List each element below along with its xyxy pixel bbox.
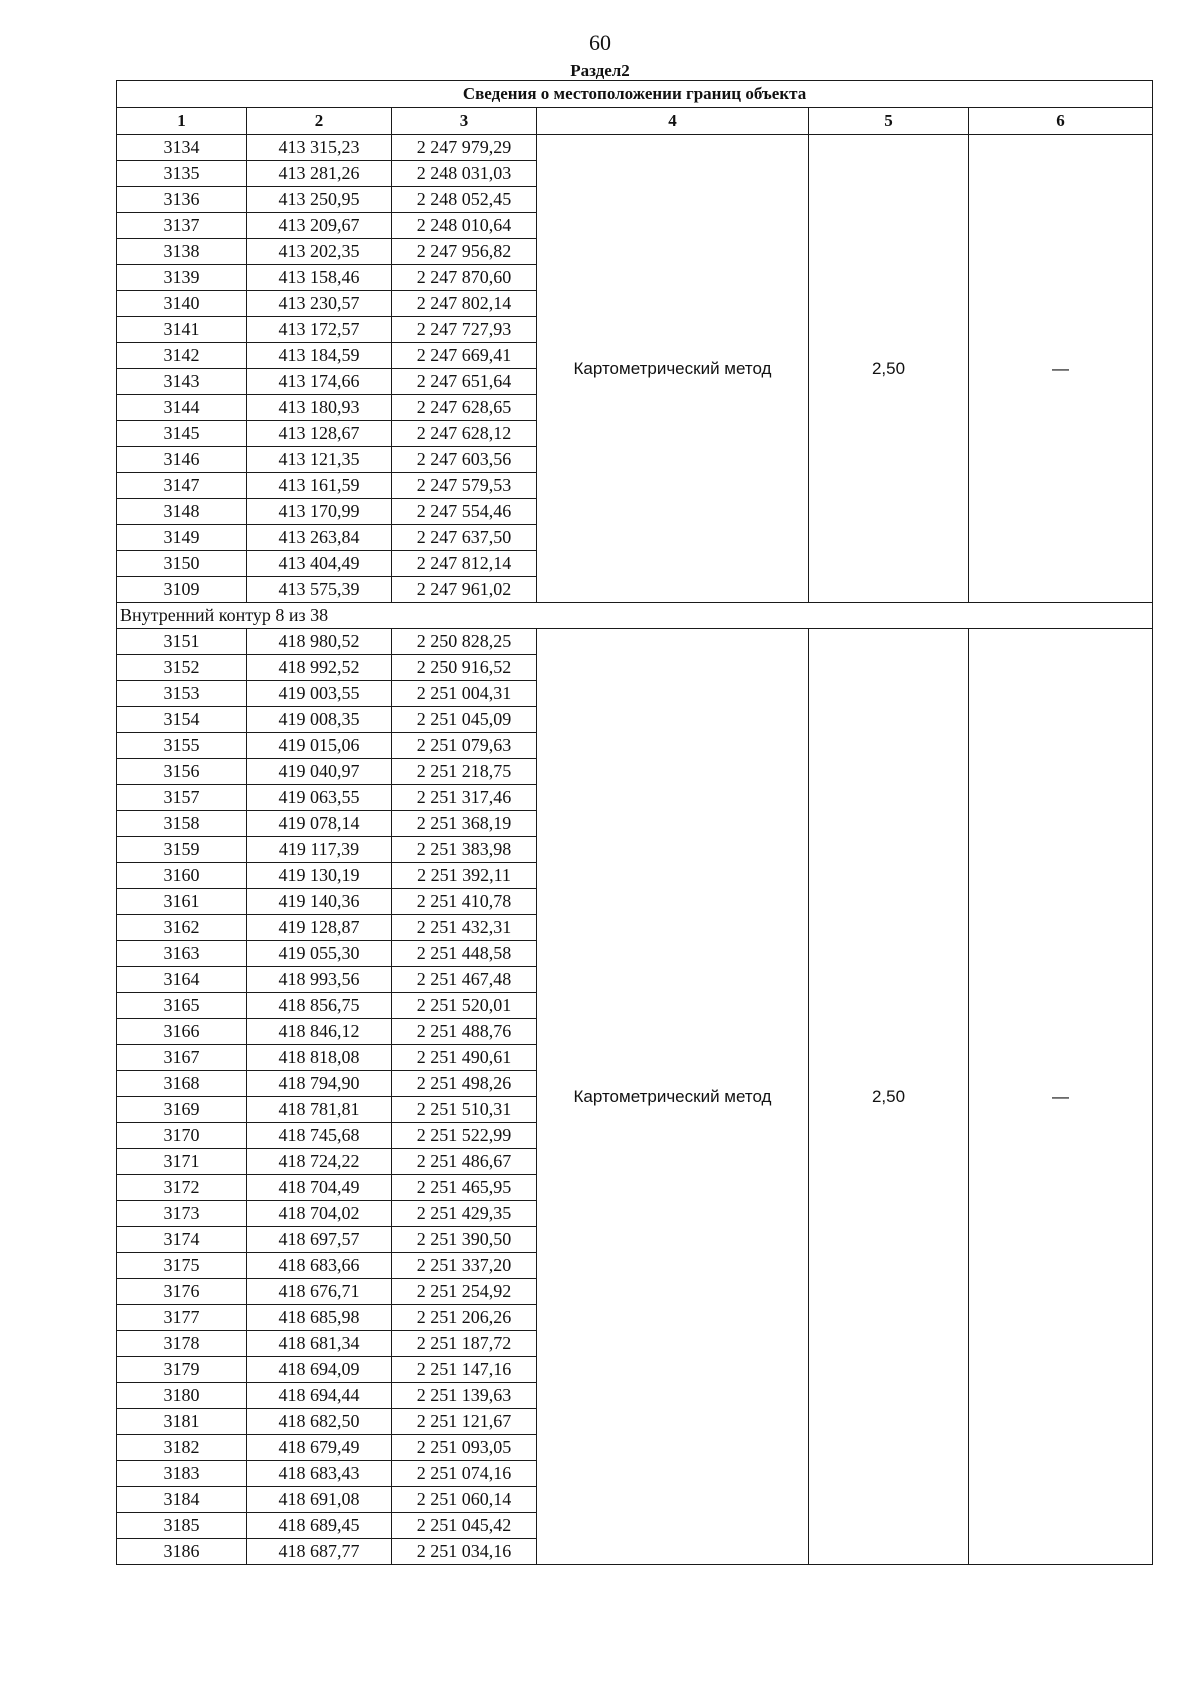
point-number-cell: 3136 [117,187,247,213]
point-number-cell: 3175 [117,1253,247,1279]
y-coordinate-cell: 2 251 510,31 [392,1097,537,1123]
x-coordinate-cell: 418 846,12 [247,1019,392,1045]
point-number-cell: 3146 [117,447,247,473]
x-coordinate-cell: 419 040,97 [247,759,392,785]
y-coordinate-cell: 2 247 812,14 [392,551,537,577]
y-coordinate-cell: 2 251 490,61 [392,1045,537,1071]
table-row [117,629,1153,655]
y-coordinate-cell: 2 251 206,26 [392,1305,537,1331]
point-number-cell: 3150 [117,551,247,577]
x-coordinate-cell: 418 724,22 [247,1149,392,1175]
y-coordinate-cell: 2 251 045,09 [392,707,537,733]
point-number-cell: 3134 [117,135,247,161]
x-coordinate-cell: 419 128,87 [247,915,392,941]
page-number: 60 [589,30,611,55]
y-coordinate-cell: 2 251 317,46 [392,785,537,811]
y-coordinate-cell: 2 251 079,63 [392,733,537,759]
y-coordinate-cell: 2 251 465,95 [392,1175,537,1201]
y-coordinate-cell: 2 247 651,64 [392,369,537,395]
point-number-cell: 3170 [117,1123,247,1149]
y-coordinate-cell: 2 248 010,64 [392,213,537,239]
x-coordinate-cell: 418 704,49 [247,1175,392,1201]
point-number-cell: 3178 [117,1331,247,1357]
y-coordinate-cell: 2 247 637,50 [392,525,537,551]
x-coordinate-cell: 413 180,93 [247,395,392,421]
point-number-cell: 3140 [117,291,247,317]
y-coordinate-cell: 2 251 045,42 [392,1513,537,1539]
point-number-cell: 3179 [117,1357,247,1383]
point-number-cell: 3143 [117,369,247,395]
y-coordinate-cell: 2 251 429,35 [392,1201,537,1227]
x-coordinate-cell: 419 015,06 [247,733,392,759]
x-coordinate-cell: 418 993,56 [247,967,392,993]
point-number-cell: 3109 [117,577,247,603]
y-coordinate-cell: 2 251 383,98 [392,837,537,863]
point-number-cell: 3157 [117,785,247,811]
y-coordinate-cell: 2 248 031,03 [392,161,537,187]
table-body [117,135,1153,1565]
y-coordinate-cell: 2 251 390,50 [392,1227,537,1253]
y-coordinate-cell: 2 251 520,01 [392,993,537,1019]
point-number-cell: 3185 [117,1513,247,1539]
point-number-cell: 3173 [117,1201,247,1227]
y-coordinate-cell: 2 251 368,19 [392,811,537,837]
y-coordinate-cell: 2 251 218,75 [392,759,537,785]
x-coordinate-cell: 418 689,45 [247,1513,392,1539]
y-coordinate-cell: 2 251 522,99 [392,1123,537,1149]
x-coordinate-cell: 419 117,39 [247,837,392,863]
point-number-cell: 3172 [117,1175,247,1201]
y-coordinate-cell: 2 247 603,56 [392,447,537,473]
contour-row [117,603,1153,629]
x-coordinate-cell: 413 172,57 [247,317,392,343]
contour-label: Внутренний контур 8 из 38 [117,603,1153,629]
table-title-row [117,81,1153,108]
x-coordinate-cell: 418 683,66 [247,1253,392,1279]
y-coordinate-cell: 2 251 498,26 [392,1071,537,1097]
point-number-cell: 3180 [117,1383,247,1409]
y-coordinate-cell: 2 247 579,53 [392,473,537,499]
x-coordinate-cell: 413 281,26 [247,161,392,187]
y-coordinate-cell: 2 247 628,12 [392,421,537,447]
point-number-cell: 3138 [117,239,247,265]
point-number-cell: 3156 [117,759,247,785]
x-coordinate-cell: 419 130,19 [247,863,392,889]
column-number: 2 [247,108,392,135]
point-number-cell: 3152 [117,655,247,681]
x-coordinate-cell: 413 202,35 [247,239,392,265]
point-number-cell: 3181 [117,1409,247,1435]
point-number-cell: 3163 [117,941,247,967]
column-number: 1 [117,108,247,135]
y-coordinate-cell: 2 248 052,45 [392,187,537,213]
y-coordinate-cell: 2 247 727,93 [392,317,537,343]
column-number: 4 [537,108,809,135]
point-number-cell: 3139 [117,265,247,291]
x-coordinate-cell: 418 691,08 [247,1487,392,1513]
x-coordinate-cell: 418 694,09 [247,1357,392,1383]
point-number-cell: 3149 [117,525,247,551]
x-coordinate-cell: 419 063,55 [247,785,392,811]
y-coordinate-cell: 2 251 254,92 [392,1279,537,1305]
point-number-cell: 3165 [117,993,247,1019]
x-coordinate-cell: 418 687,77 [247,1539,392,1565]
point-number-cell: 3154 [117,707,247,733]
x-coordinate-cell: 418 685,98 [247,1305,392,1331]
column-number-row [117,108,1153,135]
x-coordinate-cell: 413 315,23 [247,135,392,161]
x-coordinate-cell: 419 078,14 [247,811,392,837]
x-coordinate-cell: 413 158,46 [247,265,392,291]
point-number-cell: 3177 [117,1305,247,1331]
x-coordinate-cell: 418 856,75 [247,993,392,1019]
point-number-cell: 3155 [117,733,247,759]
section-heading: Раздел2 [570,61,630,80]
y-coordinate-cell: 2 251 488,76 [392,1019,537,1045]
table-title: Сведения о местоположении границ объекта [117,81,1153,108]
point-number-cell: 3184 [117,1487,247,1513]
point-number-cell: 3176 [117,1279,247,1305]
x-coordinate-cell: 419 140,36 [247,889,392,915]
x-coordinate-cell: 413 230,57 [247,291,392,317]
y-coordinate-cell: 2 251 121,67 [392,1409,537,1435]
point-number-cell: 3186 [117,1539,247,1565]
y-coordinate-cell: 2 251 467,48 [392,967,537,993]
x-coordinate-cell: 418 681,34 [247,1331,392,1357]
y-coordinate-cell: 2 251 093,05 [392,1435,537,1461]
note-cell: — [969,135,1153,603]
y-coordinate-cell: 2 247 669,41 [392,343,537,369]
y-coordinate-cell: 2 251 187,72 [392,1331,537,1357]
x-coordinate-cell: 418 683,43 [247,1461,392,1487]
table-row [117,135,1153,161]
point-number-cell: 3169 [117,1097,247,1123]
y-coordinate-cell: 2 250 916,52 [392,655,537,681]
point-number-cell: 3162 [117,915,247,941]
point-number-cell: 3142 [117,343,247,369]
method-cell: Картометрический метод [537,629,809,1565]
y-coordinate-cell: 2 251 147,16 [392,1357,537,1383]
x-coordinate-cell: 413 161,59 [247,473,392,499]
x-coordinate-cell: 413 121,35 [247,447,392,473]
accuracy-cell: 2,50 [809,629,969,1565]
x-coordinate-cell: 413 209,67 [247,213,392,239]
x-coordinate-cell: 413 250,95 [247,187,392,213]
y-coordinate-cell: 2 251 410,78 [392,889,537,915]
point-number-cell: 3171 [117,1149,247,1175]
point-number-cell: 3141 [117,317,247,343]
y-coordinate-cell: 2 251 004,31 [392,681,537,707]
x-coordinate-cell: 418 704,02 [247,1201,392,1227]
x-coordinate-cell: 418 745,68 [247,1123,392,1149]
x-coordinate-cell: 418 682,50 [247,1409,392,1435]
column-number: 3 [392,108,537,135]
point-number-cell: 3144 [117,395,247,421]
x-coordinate-cell: 413 575,39 [247,577,392,603]
point-number-cell: 3147 [117,473,247,499]
point-number-cell: 3145 [117,421,247,447]
x-coordinate-cell: 413 128,67 [247,421,392,447]
x-coordinate-cell: 418 781,81 [247,1097,392,1123]
y-coordinate-cell: 2 247 870,60 [392,265,537,291]
y-coordinate-cell: 2 251 337,20 [392,1253,537,1279]
x-coordinate-cell: 413 170,99 [247,499,392,525]
y-coordinate-cell: 2 251 060,14 [392,1487,537,1513]
y-coordinate-cell: 2 247 961,02 [392,577,537,603]
y-coordinate-cell: 2 251 392,11 [392,863,537,889]
point-number-cell: 3167 [117,1045,247,1071]
y-coordinate-cell: 2 247 554,46 [392,499,537,525]
accuracy-cell: 2,50 [809,135,969,603]
point-number-cell: 3137 [117,213,247,239]
method-cell: Картометрический метод [537,135,809,603]
point-number-cell: 3151 [117,629,247,655]
x-coordinate-cell: 418 697,57 [247,1227,392,1253]
y-coordinate-cell: 2 247 979,29 [392,135,537,161]
x-coordinate-cell: 418 980,52 [247,629,392,655]
y-coordinate-cell: 2 247 628,65 [392,395,537,421]
x-coordinate-cell: 418 794,90 [247,1071,392,1097]
point-number-cell: 3174 [117,1227,247,1253]
x-coordinate-cell: 413 174,66 [247,369,392,395]
point-number-cell: 3161 [117,889,247,915]
x-coordinate-cell: 419 008,35 [247,707,392,733]
y-coordinate-cell: 2 251 074,16 [392,1461,537,1487]
x-coordinate-cell: 418 992,52 [247,655,392,681]
y-coordinate-cell: 2 251 432,31 [392,915,537,941]
point-number-cell: 3166 [117,1019,247,1045]
y-coordinate-cell: 2 251 486,67 [392,1149,537,1175]
y-coordinate-cell: 2 250 828,25 [392,629,537,655]
x-coordinate-cell: 413 184,59 [247,343,392,369]
y-coordinate-cell: 2 251 034,16 [392,1539,537,1565]
point-number-cell: 3153 [117,681,247,707]
boundary-coordinates-table [116,80,1153,1565]
column-number: 6 [969,108,1153,135]
point-number-cell: 3164 [117,967,247,993]
point-number-cell: 3158 [117,811,247,837]
point-number-cell: 3168 [117,1071,247,1097]
point-number-cell: 3183 [117,1461,247,1487]
column-number: 5 [809,108,969,135]
y-coordinate-cell: 2 251 448,58 [392,941,537,967]
point-number-cell: 3135 [117,161,247,187]
x-coordinate-cell: 418 679,49 [247,1435,392,1461]
x-coordinate-cell: 418 694,44 [247,1383,392,1409]
note-cell: — [969,629,1153,1565]
y-coordinate-cell: 2 247 956,82 [392,239,537,265]
x-coordinate-cell: 418 818,08 [247,1045,392,1071]
y-coordinate-cell: 2 247 802,14 [392,291,537,317]
point-number-cell: 3148 [117,499,247,525]
x-coordinate-cell: 418 676,71 [247,1279,392,1305]
point-number-cell: 3159 [117,837,247,863]
point-number-cell: 3160 [117,863,247,889]
y-coordinate-cell: 2 251 139,63 [392,1383,537,1409]
x-coordinate-cell: 419 055,30 [247,941,392,967]
x-coordinate-cell: 413 404,49 [247,551,392,577]
x-coordinate-cell: 419 003,55 [247,681,392,707]
point-number-cell: 3182 [117,1435,247,1461]
x-coordinate-cell: 413 263,84 [247,525,392,551]
